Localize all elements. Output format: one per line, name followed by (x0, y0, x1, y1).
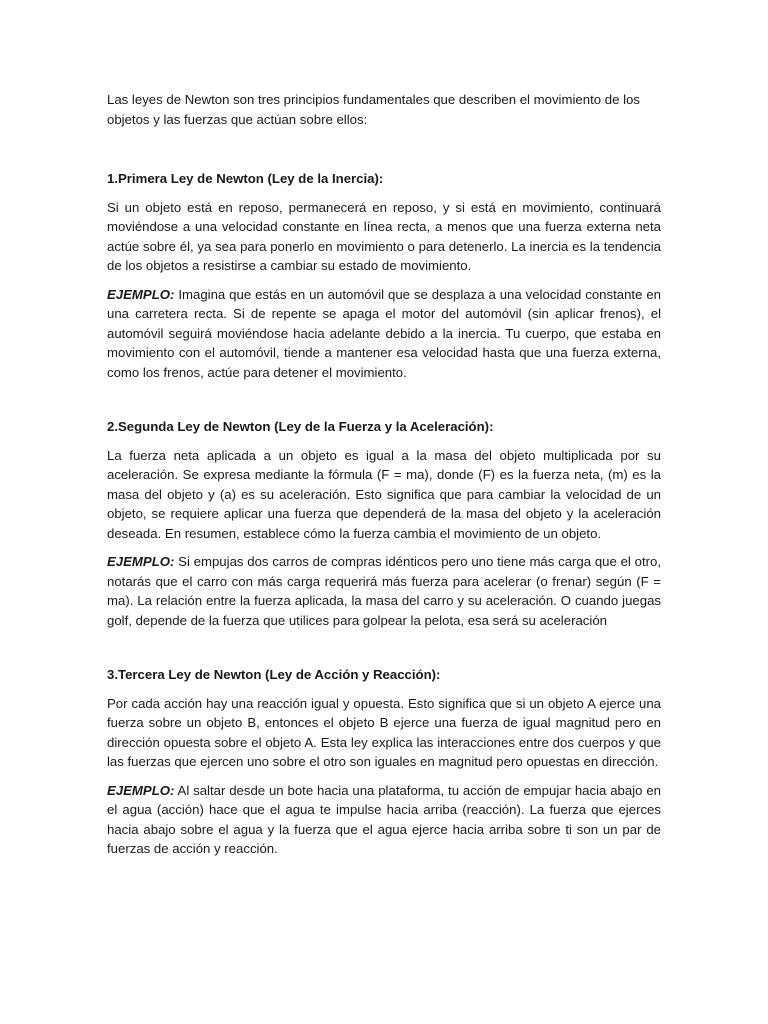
section-first-law (107, 169, 661, 382)
section-second-law (107, 417, 661, 630)
example-text: Imagina que estás en un automóvil que se desplaza a una velocidad constante en una carretera recta. Si de repente se apaga el motor del automóvil (sin aplicar frenos), el automóvil seguirá moviéndose hacia adelante debido a la inercia. Tu cuerpo, que estaba en movimiento con el automóvil, tiende a mantener esa velocidad hasta que una fuerza externa, como los frenos, actúe para detener el movimiento. (107, 286, 661, 380)
section-body: Por cada acción hay una reacción igual y opuesta. Esto significa que si un objeto A ejerce una fuerza sobre un objeto B, entonces el objeto B ejerce una fuerza de igual magnitud pero en dirección opuesta sobre el objeto A. Esta ley explica las interacciones entre dos cuerpos y que las fuerzas que ejercen uno sobre el otro son iguales en magnitud pero opuestas en dirección. (107, 695, 661, 769)
example-paragraph (107, 552, 661, 630)
example-paragraph (107, 781, 661, 859)
section-body: Si un objeto está en reposo, permanecerá en reposo, y si está en movimiento, continuará moviéndose a una velocidad constante en línea recta, a menos que una fuerza externa neta actúe sobre él, ya sea para ponerlo en movimiento o para detenerlo. La inercia es la tendencia de los objetos a resistirse a cambiar su estado de movimiento. (107, 199, 661, 273)
section-body: La fuerza neta aplicada a un objeto es igual a la masa del objeto multiplicada por su aceleración. Se expresa mediante la fórmula (F = ma), donde (F) es la fuerza neta, (m) es la masa del objeto y (a) es su aceleración. Esto significa que para cambiar la velocidad de un objeto, se requiere aplicar una fuerza que dependerá de la masa del objeto y la aceleración deseada. En resumen, establece cómo la fuerza cambia el movimiento de un objeto. (107, 447, 661, 541)
example-paragraph (107, 285, 661, 383)
example-label: EJEMPLO: (107, 554, 175, 569)
example-label: EJEMPLO: (107, 286, 175, 302)
section-heading: 3.Tercera Ley de Newton (Ley de Acción y Reacción): (107, 667, 441, 682)
section-heading: 1.Primera Ley de Newton (Ley de la Inercia): (107, 171, 384, 186)
section-third-law (107, 665, 661, 859)
example-text: Al saltar desde un bote hacia una plataforma, tu acción de empujar hacia abajo en el agua (acción) hace que el agua te impulse hacia arriba (reacción). La fuerza que ejerces hacia abajo sobre el agua y la fuerza que el agua ejerce hacia arriba sobre ti son un par de fuerzas de acción y reacción. (107, 782, 661, 856)
example-label: EJEMPLO: (107, 782, 175, 798)
example-text: Si empujas dos carros de compras idénticos pero uno tiene más carga que el otro, notarás que el carro con más carga requerirá más fuerza para acelerar (o frenar) según (F = ma). La relación entre la fuerza aplicada, la masa del carro y su aceleración. O cuando juegas golf, depende de la fuerza que utilices para golpear la pelota, esa será su aceleración (107, 554, 661, 628)
section-heading: 2.Segunda Ley de Newton (Ley de la Fuerza y la Aceleración): (107, 419, 494, 434)
intro-paragraph: Las leyes de Newton son tres principios fundamentales que describen el movimiento de los objetos y las fuerzas que actúan sobre ellos: (107, 92, 640, 127)
